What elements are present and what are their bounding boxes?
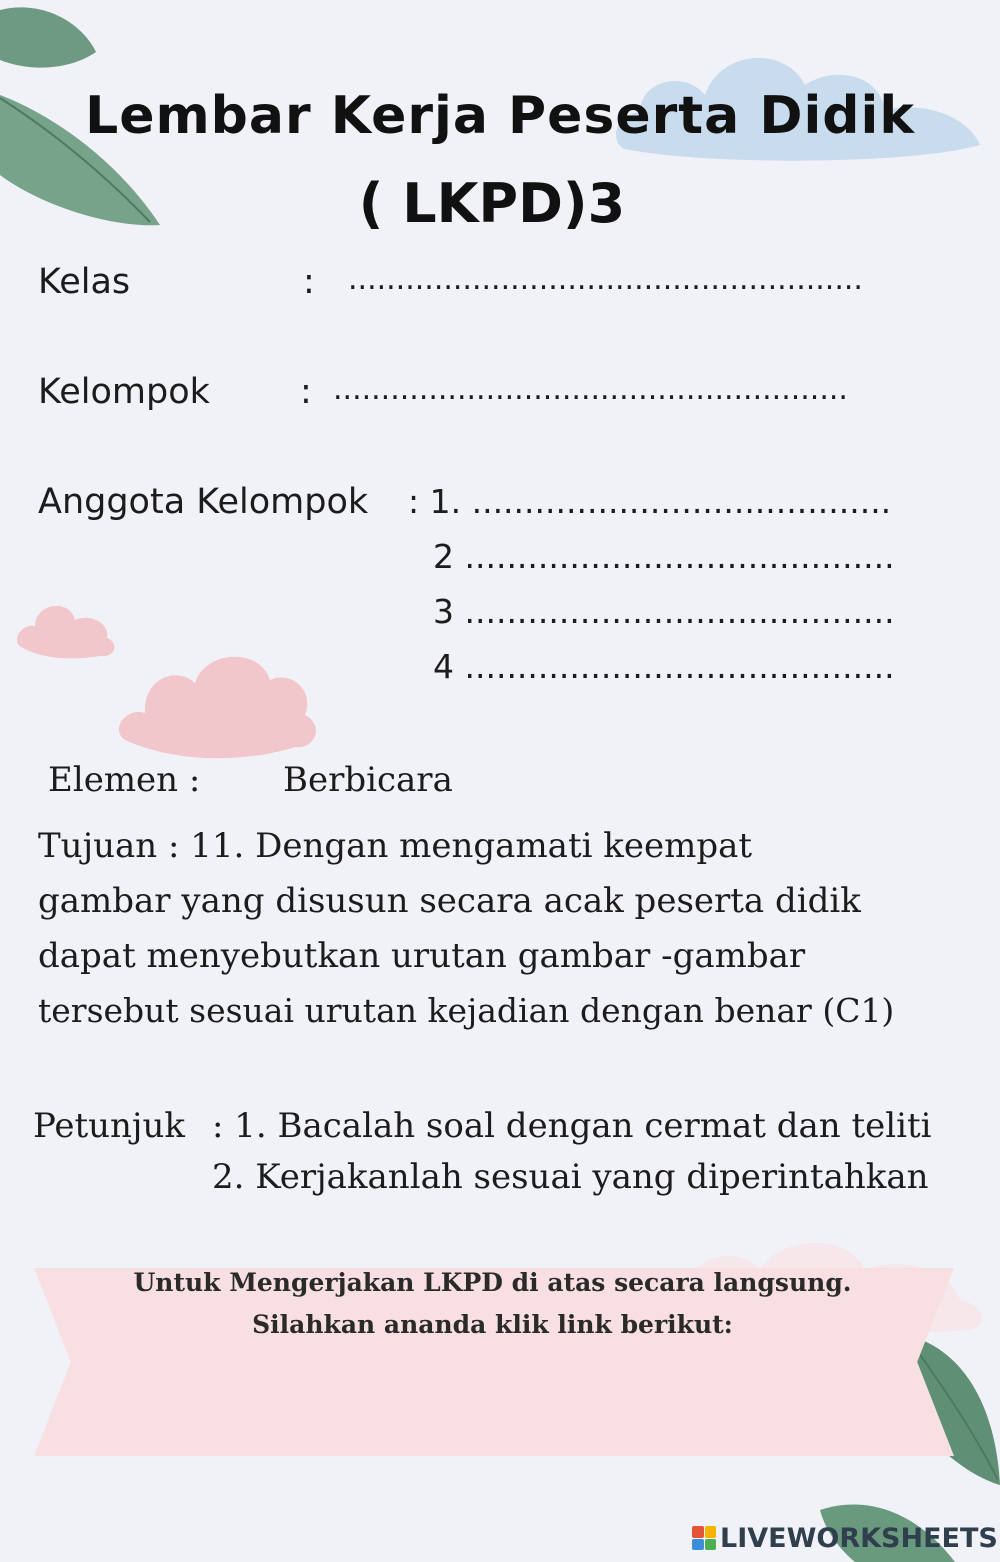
anggota-field-4[interactable]: 4 .........................................	[433, 647, 895, 686]
page-subtitle: ( LKPD)3	[358, 172, 626, 235]
cloud-large-pink-decoration	[115, 645, 320, 765]
ribbon-line-2: Silahkan ananda klik link berikut:	[252, 1310, 733, 1339]
tujuan-line: dapat menyebutkan urutan gambar -gambar	[38, 936, 806, 976]
tujuan-line: Tujuan : 11. Dengan mengamati keempat	[38, 826, 753, 866]
page-title: Lembar Kerja Peserta Didik	[85, 86, 915, 146]
tujuan-line: tersebut sesuai urutan kejadian dengan benar (C1)	[38, 991, 895, 1030]
anggota-field-2[interactable]: 2 .........................................	[433, 537, 895, 576]
kelompok-field[interactable]: ......................................................	[333, 372, 848, 407]
petunjuk-item-2: 2. Kerjakanlah sesuai yang diperintahkan	[212, 1157, 929, 1197]
elemen-value: Berbicara	[283, 760, 453, 800]
tujuan-line: gambar yang disusun secara acak peserta didik	[38, 881, 861, 921]
elemen-label: Elemen :	[48, 760, 201, 800]
liveworksheets-brand[interactable]	[692, 1518, 998, 1558]
ribbon-line-1: Untuk Mengerjakan LKPD di atas secara langsung.	[133, 1268, 852, 1297]
liveworksheets-logo-icon	[692, 1526, 716, 1550]
kelompok-label: Kelompok	[38, 372, 210, 412]
kelas-field[interactable]: ......................................................	[348, 262, 863, 297]
kelompok-colon: :	[300, 372, 312, 412]
anggota-label: Anggota Kelompok	[38, 482, 369, 522]
cloud-small-pink-decoration	[15, 598, 120, 663]
petunjuk-label: Petunjuk	[33, 1106, 185, 1146]
brand-name: LIVEWORKSHEETS	[720, 1522, 998, 1554]
petunjuk-item-1: : 1. Bacalah soal dengan cermat dan teliti	[212, 1106, 932, 1146]
kelas-label: Kelas	[38, 262, 131, 302]
anggota-field-1[interactable]: : 1. ........................................	[408, 482, 892, 521]
kelas-colon: :	[303, 262, 315, 302]
anggota-field-3[interactable]: 3 .........................................	[433, 592, 895, 631]
